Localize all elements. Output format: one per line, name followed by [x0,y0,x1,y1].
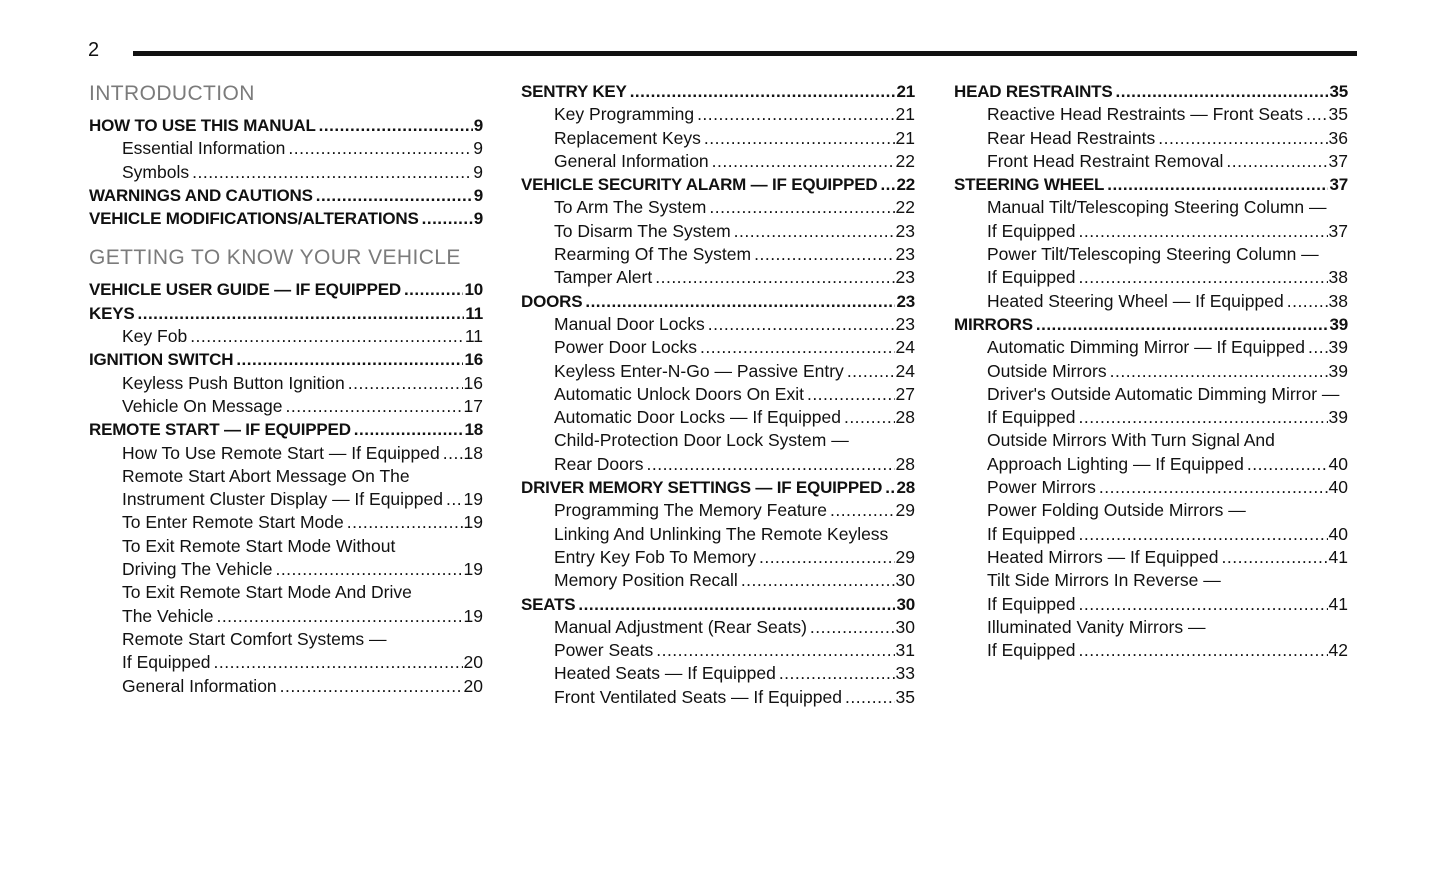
entry-title: SENTRY KEY [521,82,627,101]
toc-chapter-entry[interactable] [521,173,915,196]
entry-title: Power Tilt/Telescoping Steering Column — [987,244,1319,265]
toc-subentry[interactable] [954,499,1348,522]
entry-page-number: 23 [895,267,915,288]
entry-title: Approach Lighting — If Equipped [987,453,1244,474]
entry-page-number: 22 [895,197,915,218]
toc-subentry[interactable] [954,127,1348,150]
dot-leader [280,675,463,698]
toc-column-1 [89,80,483,698]
entry-title: If Equipped [987,267,1076,288]
dot-leader [190,325,464,348]
entry-page-number: 33 [895,663,915,684]
dot-leader [1306,103,1327,126]
dot-leader [759,546,895,569]
toc-subentry[interactable] [954,453,1348,476]
entry-page-number: 28 [895,407,915,428]
entry-page-number: 37 [1328,150,1348,171]
entry-title: If Equipped [987,220,1076,241]
entry-title: If Equipped [987,523,1076,544]
entry-title: MIRRORS [954,314,1033,334]
entry-title: Child-Protection Door Lock System — [554,430,849,451]
toc-subentry[interactable] [521,499,915,522]
entry-page-number: 18 [464,420,483,440]
entry-title: Heated Steering Wheel — If Equipped [987,290,1284,311]
toc-subentry[interactable] [954,290,1348,313]
toc-subentry[interactable] [89,535,483,558]
entry-title: To Exit Remote Start Mode Without [122,535,396,556]
entry-title: To Enter Remote Start Mode [122,512,344,533]
entry-title: Illuminated Vanity Mirrors — [987,616,1206,637]
dot-leader [1107,173,1328,196]
dot-leader [655,266,894,289]
toc-chapter-entry[interactable] [521,593,915,616]
entry-page-number: 9 [473,185,483,205]
toc-subentry[interactable] [521,639,915,662]
toc-subentry[interactable] [89,442,483,465]
entry-title: WARNINGS AND CAUTIONS [89,185,313,205]
toc-chapter-entry[interactable] [521,290,915,313]
entry-title: Remote Start Abort Message On The [122,465,410,486]
entry-title: To Disarm The System [554,220,731,241]
entry-page-number: 31 [895,640,915,661]
toc-chapter-entry[interactable] [89,418,483,441]
dot-leader [1222,546,1328,569]
entry-title: Power Door Locks [554,337,697,358]
dot-leader [754,243,894,266]
entry-page-number: 19 [463,489,483,510]
toc-subentry[interactable] [521,429,915,452]
entry-title: REMOTE START — IF EQUIPPED [89,420,351,440]
dot-leader [404,278,464,301]
dot-leader [216,605,462,628]
dot-leader [446,488,463,511]
entry-page-number: 35 [895,686,915,707]
toc-subentry[interactable] [89,161,483,184]
entry-title: Front Ventilated Seats — If Equipped [554,686,842,707]
entry-page-number: 19 [463,512,483,533]
dot-leader [880,173,895,196]
toc-subentry[interactable] [954,546,1348,569]
toc-subentry[interactable] [521,406,915,429]
entry-page-number: 35 [1328,104,1348,125]
entry-page-number: 23 [895,313,915,334]
entry-title: Rearming Of The System [554,244,752,265]
entry-page-number: 27 [895,383,915,404]
dot-leader [1079,406,1328,429]
toc-chapter-entry[interactable] [89,348,483,371]
entry-page-number: 38 [1328,290,1348,311]
toc-chapter-entry[interactable] [954,80,1348,103]
dot-leader [1079,266,1328,289]
dot-leader [708,313,895,336]
toc-subentry[interactable] [521,243,915,266]
entry-title: Replacement Keys [554,127,701,148]
toc-subentry[interactable] [954,406,1348,429]
entry-page-number: 11 [464,326,483,347]
entry-page-number: 40 [1328,453,1348,474]
dot-leader [585,290,895,313]
entry-page-number: 37 [1328,220,1348,241]
entry-title: STEERING WHEEL [954,175,1105,195]
toc-subentry[interactable] [89,628,483,651]
toc-subentry[interactable] [521,313,915,336]
toc-subentry[interactable] [954,639,1348,662]
toc-chapter-entry[interactable] [954,313,1348,336]
toc-subentry[interactable] [954,243,1348,266]
dot-leader [845,686,895,709]
entry-page-number: 21 [896,82,915,101]
entry-page-number: 39 [1329,314,1348,334]
entry-page-number: 40 [1328,477,1348,498]
dot-leader [275,558,462,581]
toc-subentry[interactable] [954,523,1348,546]
toc-chapter-entry[interactable] [89,114,483,137]
toc-chapter-entry[interactable] [521,476,915,499]
entry-page-number: 9 [473,138,483,159]
toc-subentry[interactable] [521,616,915,639]
entry-title: Keyless Enter-N-Go — Passive Entry [554,360,844,381]
dot-leader [807,383,895,406]
entry-page-number: 30 [895,616,915,637]
toc-subentry[interactable] [89,581,483,604]
toc-subentry[interactable] [89,372,483,395]
toc-subentry[interactable] [521,662,915,685]
entry-title: Power Seats [554,640,654,661]
entry-page-number: 19 [463,605,483,626]
dot-leader [741,569,895,592]
toc-subentry[interactable] [521,383,915,406]
entry-title: Outside Mirrors [987,360,1107,381]
toc-column-3 [954,80,1348,662]
dot-leader [885,476,895,499]
entry-title: Front Head Restraint Removal [987,150,1224,171]
toc-chapter-entry[interactable] [89,302,483,325]
entry-title: Automatic Unlock Doors On Exit [554,383,804,404]
toc-subentry[interactable] [89,675,483,698]
toc-subentry[interactable] [954,336,1348,359]
entry-page-number: 23 [895,244,915,265]
toc-subentry[interactable] [89,488,483,511]
entry-title: HOW TO USE THIS MANUAL [89,116,316,135]
toc-subentry[interactable] [89,325,483,348]
entry-title: General Information [122,675,277,696]
entry-title: The Vehicle [122,605,214,626]
entry-title: KEYS [89,303,135,323]
dot-leader [1036,313,1329,336]
entry-page-number: 22 [896,175,915,195]
entry-title: Programming The Memory Feature [554,500,827,521]
entry-page-number: 18 [463,442,483,463]
toc-subentry[interactable] [954,220,1348,243]
toc-subentry[interactable] [89,558,483,581]
toc-chapter-entry[interactable] [954,173,1348,196]
entry-page-number: 29 [895,500,915,521]
entry-page-number: 21 [895,127,915,148]
toc-column-2 [521,80,915,709]
entry-page-number: 24 [895,337,915,358]
dot-leader [214,651,463,674]
section-heading: INTRODUCTION [89,82,255,105]
dot-leader [443,442,463,465]
toc-subentry[interactable] [89,651,483,674]
dot-leader [734,220,895,243]
toc-subentry[interactable] [954,429,1348,452]
dot-leader [348,372,463,395]
entry-title: Automatic Dimming Mirror — If Equipped [987,337,1306,358]
dot-leader [709,196,894,219]
entry-title: DOORS [521,291,583,311]
dot-leader [844,406,895,429]
dot-leader [700,336,895,359]
entry-title: Memory Position Recall [554,570,738,591]
dot-leader [354,418,464,441]
dot-leader [138,302,465,325]
entry-page-number: 20 [463,675,483,696]
dot-leader [316,184,473,207]
entry-title: Tamper Alert [554,267,653,288]
entry-page-number: 22 [895,150,915,171]
dot-leader [656,639,894,662]
entry-page-number: 41 [1328,546,1348,567]
entry-page-number: 10 [464,280,483,300]
entry-title: Remote Start Comfort Systems — [122,628,387,649]
entry-page-number: 35 [1329,82,1348,101]
toc-subentry[interactable] [89,137,483,160]
header-rule [133,51,1357,56]
dot-leader [1099,476,1328,499]
toc-subentry[interactable] [521,127,915,150]
dot-leader [286,395,463,418]
toc-chapter-entry[interactable] [89,184,483,207]
entry-page-number: 17 [463,395,483,416]
entry-page-number: 28 [896,478,915,498]
dot-leader [1079,639,1328,662]
entry-page-number: 40 [1328,523,1348,544]
toc-subentry[interactable] [521,336,915,359]
dot-leader [1116,80,1329,103]
entry-title: Key Programming [554,104,695,125]
toc-chapter-entry[interactable] [89,207,483,230]
entry-title: Tilt Side Mirrors In Reverse — [987,570,1221,591]
toc-chapter-entry[interactable] [89,278,483,301]
toc-chapter-entry[interactable] [521,80,915,103]
entry-page-number: 23 [896,291,915,311]
dot-leader [830,499,895,522]
entry-page-number: 39 [1328,407,1348,428]
dot-leader [422,207,473,230]
entry-page-number: 9 [473,116,483,135]
toc-subentry[interactable] [521,523,915,546]
dot-leader [319,114,473,137]
toc-subentry[interactable] [89,605,483,628]
toc-subentry[interactable] [954,150,1348,173]
entry-page-number: 19 [463,559,483,580]
entry-page-number: 39 [1328,337,1348,358]
entry-page-number: 30 [896,594,915,614]
toc-subentry[interactable] [954,593,1348,616]
dot-leader [712,150,895,173]
toc-subentry[interactable] [954,196,1348,219]
dot-leader [646,453,894,476]
entry-title: Heated Mirrors — If Equipped [987,546,1219,567]
dot-leader [630,80,896,103]
toc-subentry[interactable] [954,383,1348,406]
entry-title: If Equipped [987,640,1076,661]
toc-subentry[interactable] [954,266,1348,289]
dot-leader [1226,150,1327,173]
toc-subentry[interactable] [521,266,915,289]
toc-subentry[interactable] [521,150,915,173]
entry-title: General Information [554,150,709,171]
dot-leader [1287,290,1328,313]
dot-leader [697,103,894,126]
entry-page-number: 30 [895,570,915,591]
page-number: 2 [88,39,100,61]
toc-subentry[interactable] [521,103,915,126]
entry-title: To Exit Remote Start Mode And Drive [122,582,412,603]
entry-title: Power Folding Outside Mirrors — [987,500,1246,521]
dot-leader [236,348,463,371]
entry-title: Power Mirrors [987,477,1096,498]
entry-title: If Equipped [987,593,1076,614]
entry-title: HEAD RESTRAINTS [954,82,1113,101]
dot-leader [288,137,472,160]
entry-page-number: 21 [895,104,915,125]
entry-title: Vehicle On Message [122,395,283,416]
toc-subentry[interactable] [954,569,1348,592]
entry-title: Driving The Vehicle [122,559,273,580]
entry-title: Symbols [122,161,190,182]
entry-title: To Arm The System [554,197,707,218]
entry-title: IGNITION SWITCH [89,350,234,370]
entry-page-number: 9 [473,161,483,182]
toc-subentry[interactable] [954,360,1348,383]
dot-leader [1079,523,1328,546]
toc-subentry[interactable] [89,395,483,418]
dot-leader [779,662,895,685]
entry-title: If Equipped [987,407,1076,428]
entry-title: How To Use Remote Start — If Equipped [122,442,440,463]
entry-page-number: 39 [1328,360,1348,381]
toc-subentry[interactable] [89,511,483,534]
toc-subentry[interactable] [521,546,915,569]
entry-page-number: 42 [1328,640,1348,661]
entry-title: Driver's Outside Automatic Dimming Mirror — [987,383,1340,404]
entry-page-number: 16 [464,350,483,370]
entry-page-number: 38 [1328,267,1348,288]
entry-page-number: 28 [895,453,915,474]
dot-leader [1110,360,1328,383]
entry-title: Instrument Cluster Display — If Equipped [122,489,443,510]
entry-title: Entry Key Fob To Memory [554,546,756,567]
entry-page-number: 37 [1329,175,1348,195]
entry-title: Manual Door Locks [554,313,705,334]
entry-title: If Equipped [122,652,211,673]
dot-leader [347,511,463,534]
dot-leader [704,127,895,150]
entry-page-number: 41 [1328,593,1348,614]
toc-subentry[interactable] [521,686,915,709]
toc-subentry[interactable] [954,103,1348,126]
dot-leader [1247,453,1328,476]
entry-page-number: 11 [465,303,483,323]
entry-title: Keyless Push Button Ignition [122,372,345,393]
entry-page-number: 23 [895,220,915,241]
entry-title: Rear Doors [554,453,644,474]
entry-page-number: 36 [1328,127,1348,148]
entry-page-number: 16 [463,372,483,393]
entry-title: Heated Seats — If Equipped [554,663,776,684]
toc-subentry[interactable] [521,220,915,243]
dot-leader [192,161,472,184]
dot-leader [810,616,895,639]
toc-subentry[interactable] [521,360,915,383]
entry-title: Manual Tilt/Telescoping Steering Column — [987,197,1327,218]
section-heading: GETTING TO KNOW YOUR VEHICLE [89,246,461,270]
toc-subentry[interactable] [89,465,483,488]
dot-leader [578,593,895,616]
entry-page-number: 29 [895,546,915,567]
entry-page-number: 20 [463,652,483,673]
dot-leader [1079,220,1328,243]
entry-title: DRIVER MEMORY SETTINGS — IF EQUIPPED [521,478,883,498]
entry-title: SEATS [521,594,576,614]
entry-title: Outside Mirrors With Turn Signal And [987,430,1275,451]
dot-leader [1079,593,1328,616]
dot-leader [847,360,895,383]
entry-page-number: 9 [473,209,483,229]
entry-title: Reactive Head Restraints — Front Seats [987,104,1304,125]
entry-title: VEHICLE USER GUIDE — IF EQUIPPED [89,280,401,300]
toc-subentry[interactable] [521,453,915,476]
entry-title: VEHICLE SECURITY ALARM — IF EQUIPPED [521,175,878,195]
entry-title: Rear Head Restraints [987,127,1156,148]
entry-title: VEHICLE MODIFICATIONS/ALTERATIONS [89,209,419,229]
entry-title: Linking And Unlinking The Remote Keyless [554,523,889,544]
dot-leader [1158,127,1327,150]
toc-subentry[interactable] [521,196,915,219]
toc-subentry[interactable] [954,616,1348,639]
entry-title: Automatic Door Locks — If Equipped [554,407,841,428]
toc-subentry[interactable] [521,569,915,592]
entry-title: Essential Information [122,138,286,159]
entry-title: Manual Adjustment (Rear Seats) [554,616,807,637]
toc-subentry[interactable] [954,476,1348,499]
dot-leader [1308,336,1328,359]
entry-page-number: 24 [895,360,915,381]
entry-title: Key Fob [122,326,188,347]
